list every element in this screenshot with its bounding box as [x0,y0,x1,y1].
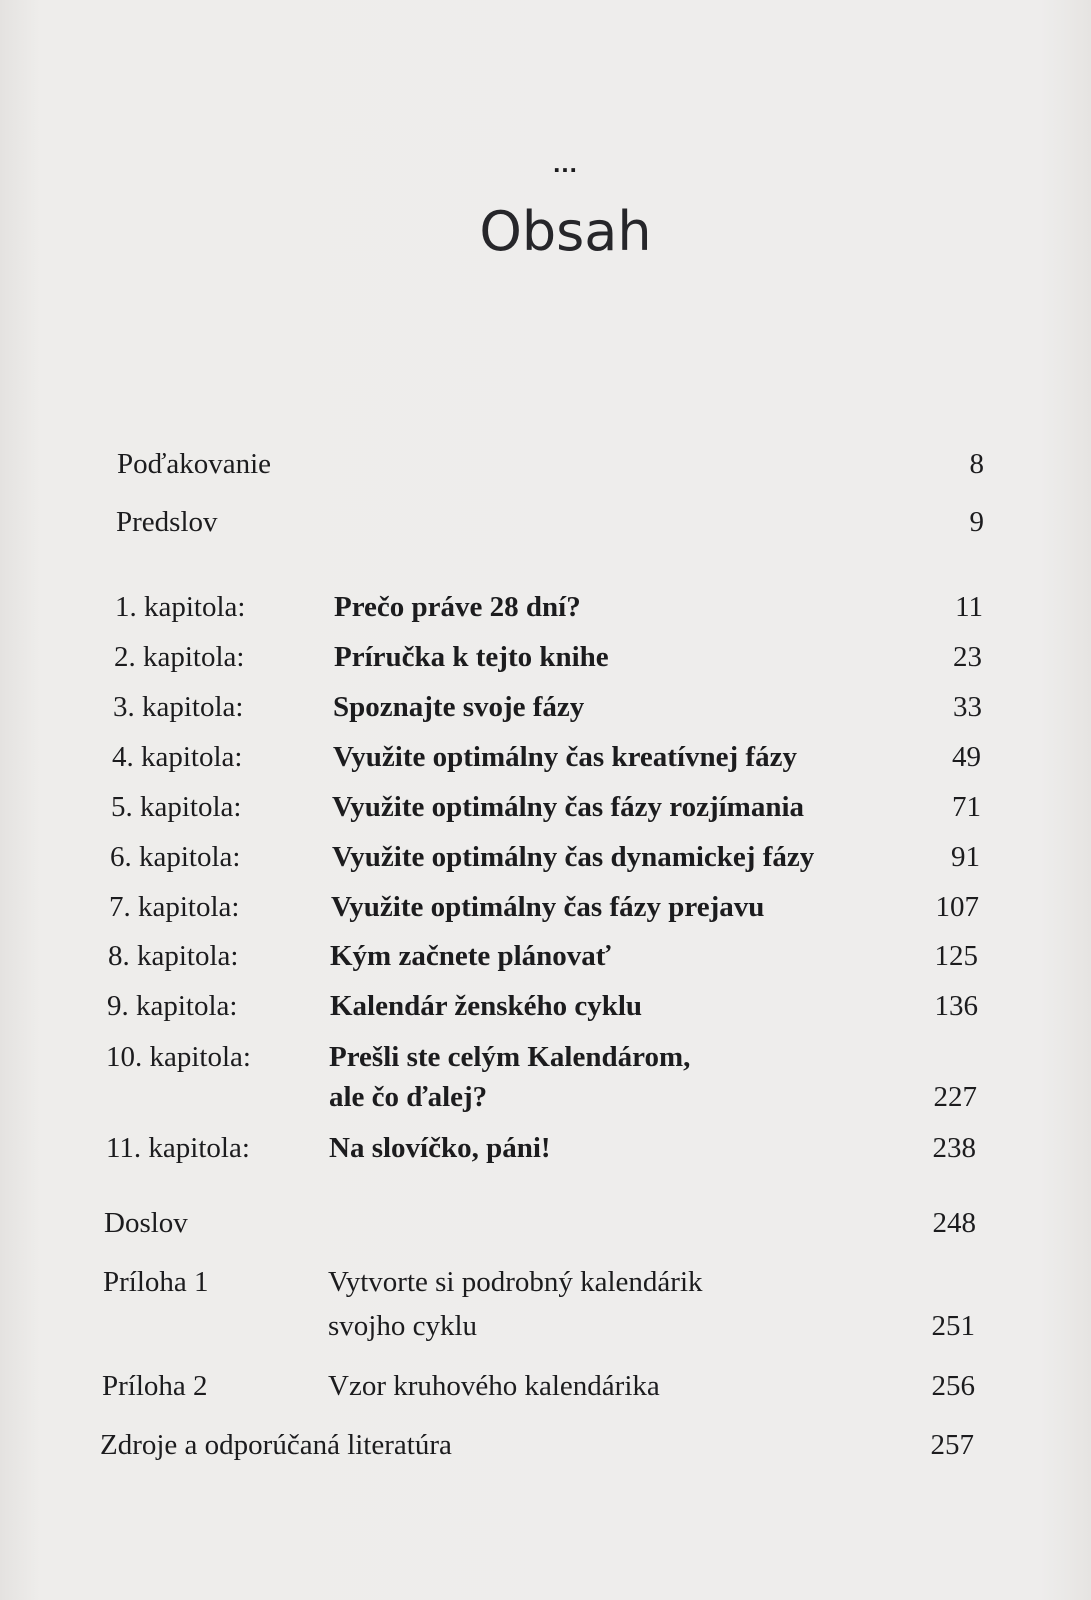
toc-chapter-label: 7. kapitola: [109,891,240,923]
toc-page-number: 8 [969,448,984,480]
toc-page-number: 251 [931,1310,975,1342]
toc-chapter-title: Príručka k tejto knihe [334,641,609,673]
toc-chapter-label: 4. kapitola: [112,741,243,773]
toc-page-number: 227 [933,1081,977,1113]
toc-chapter-label: 1. kapitola: [115,591,246,623]
toc-label: Predslov [116,506,218,538]
toc-page-number: 257 [930,1429,974,1461]
toc-chapter-title: Prečo práve 28 dní? [334,591,581,623]
toc-chapter-label: 3. kapitola: [113,691,244,723]
toc-page-number: 11 [955,591,983,623]
toc-chapter-title: Využite optimálny čas fázy prejavu [331,891,765,923]
toc-chapter-title-line2: ale čo ďalej? [329,1081,488,1113]
ornament: ... [553,148,578,178]
toc-chapter-label: 6. kapitola: [110,841,241,873]
toc-page-number: 91 [951,841,980,873]
toc-chapter-title: Využite optimálny čas fázy rozjímania [332,791,805,823]
toc-label: Príloha 2 [102,1370,208,1402]
toc-chapter-label: 2. kapitola: [114,641,245,673]
toc-chapter-title: Využite optimálny čas kreatívnej fázy [333,741,797,773]
toc-page-number: 136 [934,990,978,1022]
toc-page-number: 107 [935,891,979,923]
toc-page-number: 256 [931,1370,975,1402]
toc-chapter-title: Kým začnete plánovať [330,940,611,972]
toc-chapter-label: 11. kapitola: [106,1132,250,1164]
toc-page-number: 238 [932,1132,976,1164]
toc-entry-priloha-1[interactable] [0,1262,1091,1352]
toc-page-number: 71 [952,791,981,823]
toc-page-number: 125 [934,940,978,972]
page-title: Obsah [479,200,652,263]
toc-chapter-title: Na slovíčko, páni! [329,1132,551,1164]
toc-chapter-label: 10. kapitola: [106,1041,251,1073]
toc-page-number: 23 [953,641,982,673]
toc-chapter-title: Spoznajte svoje fázy [333,691,585,723]
toc-chapter-title: Kalendár ženského cyklu [330,990,643,1022]
toc-chapter-label: 5. kapitola: [111,791,242,823]
toc-label: Doslov [104,1207,188,1239]
toc-chapter-label: 9. kapitola: [107,990,238,1022]
toc-label: Zdroje a odporúčaná literatúra [100,1429,452,1461]
toc-appendix-title-line1: Vytvorte si podrobný kalendárik [328,1266,703,1298]
toc-page-number: 49 [952,741,981,773]
toc-chapter-title-line1: Prešli ste celým Kalendárom, [329,1041,691,1073]
toc-appendix-title-line2: svojho cyklu [328,1310,478,1342]
toc-label: Poďakovanie [117,448,272,480]
toc-chapter-title: Využite optimálny čas dynamickej fázy [332,841,815,873]
toc-chapter-label: 8. kapitola: [108,940,239,972]
toc-page-number: 9 [969,506,984,538]
toc-page-number: 248 [932,1207,976,1239]
toc-appendix-title: Vzor kruhového kalendárika [328,1370,660,1402]
toc-label: Príloha 1 [103,1266,209,1298]
toc-entry-chapter-10[interactable] [0,1037,1091,1127]
toc-page-number: 33 [953,691,982,723]
